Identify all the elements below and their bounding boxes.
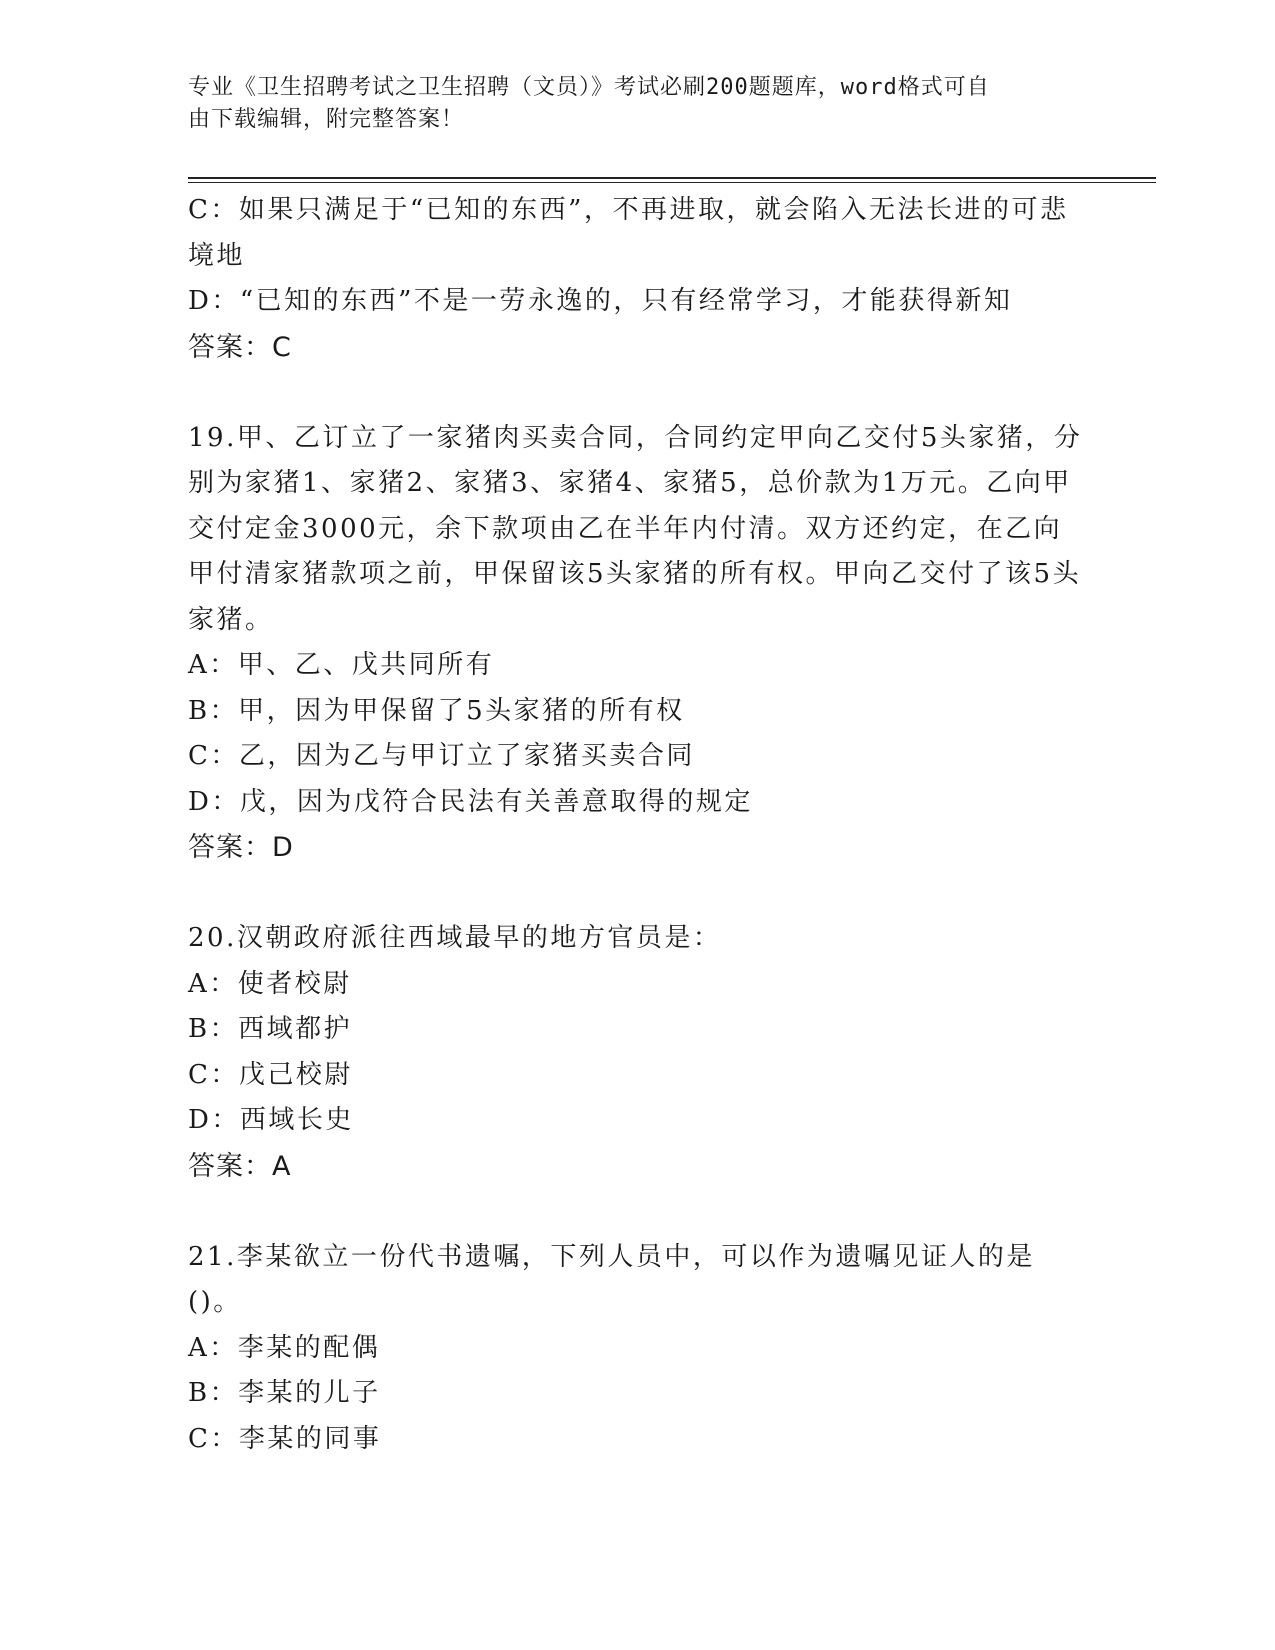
question-21-option-a: A：李某的配偶 xyxy=(188,1332,381,1363)
header-line-2: 由下载编辑，附完整答案！ xyxy=(188,107,465,132)
prev-option-d: D：“已知的东西”不是一劳永逸的，只有经常学习，才能获得新知 xyxy=(188,286,1013,316)
header-divider-thick xyxy=(188,177,1156,179)
question-20-option-a: A：使者校尉 xyxy=(188,968,352,999)
question-21-stem: 21.李某欲立一份代书遗嘱，下列人员中，可以作为遗嘱见证人的是()。 xyxy=(188,1241,1035,1317)
prev-answer: 答案：C xyxy=(188,331,292,363)
question-19-stem: 19.甲、乙订立了一家猪肉买卖合同，合同约定甲向乙交付5头家猪，分别为家猪1、家猪2、家猪3、家猪4、家猪5，总价款为1万元。乙向甲交付定金3000元，余下款项由乙在半年内付清。双方还约定，在乙向甲付清家猪款项之前，甲保留该5头家猪的所有权。甲向乙交付了该5头家猪。 xyxy=(188,422,1083,635)
spacer xyxy=(188,1189,1088,1235)
question-19-option-c: C：乙，因为乙与甲订立了家猪买卖合同 xyxy=(188,741,695,771)
question-20-answer: 答案：A xyxy=(188,1150,292,1182)
question-21-option-b: B：李某的儿子 xyxy=(188,1378,381,1408)
question-19-option-a: A：甲、乙、戊共同所有 xyxy=(188,650,495,680)
document-body xyxy=(188,188,1088,1462)
question-19-option-d: D：戊，因为戊符合民法有关善意取得的规定 xyxy=(188,786,753,817)
spacer xyxy=(188,370,1088,416)
header-line-1: 专业《卫生招聘考试之卫生招聘（文员）》考试必刷200题题库，word格式可自 xyxy=(188,75,990,100)
question-20-option-c: C：戊己校尉 xyxy=(188,1059,353,1090)
document-header xyxy=(188,72,1068,136)
spacer xyxy=(188,871,1088,917)
question-21-option-c: C：李某的同事 xyxy=(188,1423,382,1454)
header-divider-thin xyxy=(188,182,1156,183)
question-20-stem: 20.汉朝政府派往西域最早的地方官员是： xyxy=(188,923,722,953)
question-20-option-b: B：西域都护 xyxy=(188,1014,353,1044)
question-19-option-b: B：甲，因为甲保留了5头家猪的所有权 xyxy=(188,695,685,726)
question-19-answer: 答案：D xyxy=(188,832,294,863)
question-20-option-d: D：西域长史 xyxy=(188,1105,354,1135)
prev-option-c: C：如果只满足于“已知的东西”，不再进取，就会陷入无法长进的可悲境地 xyxy=(188,195,1069,271)
